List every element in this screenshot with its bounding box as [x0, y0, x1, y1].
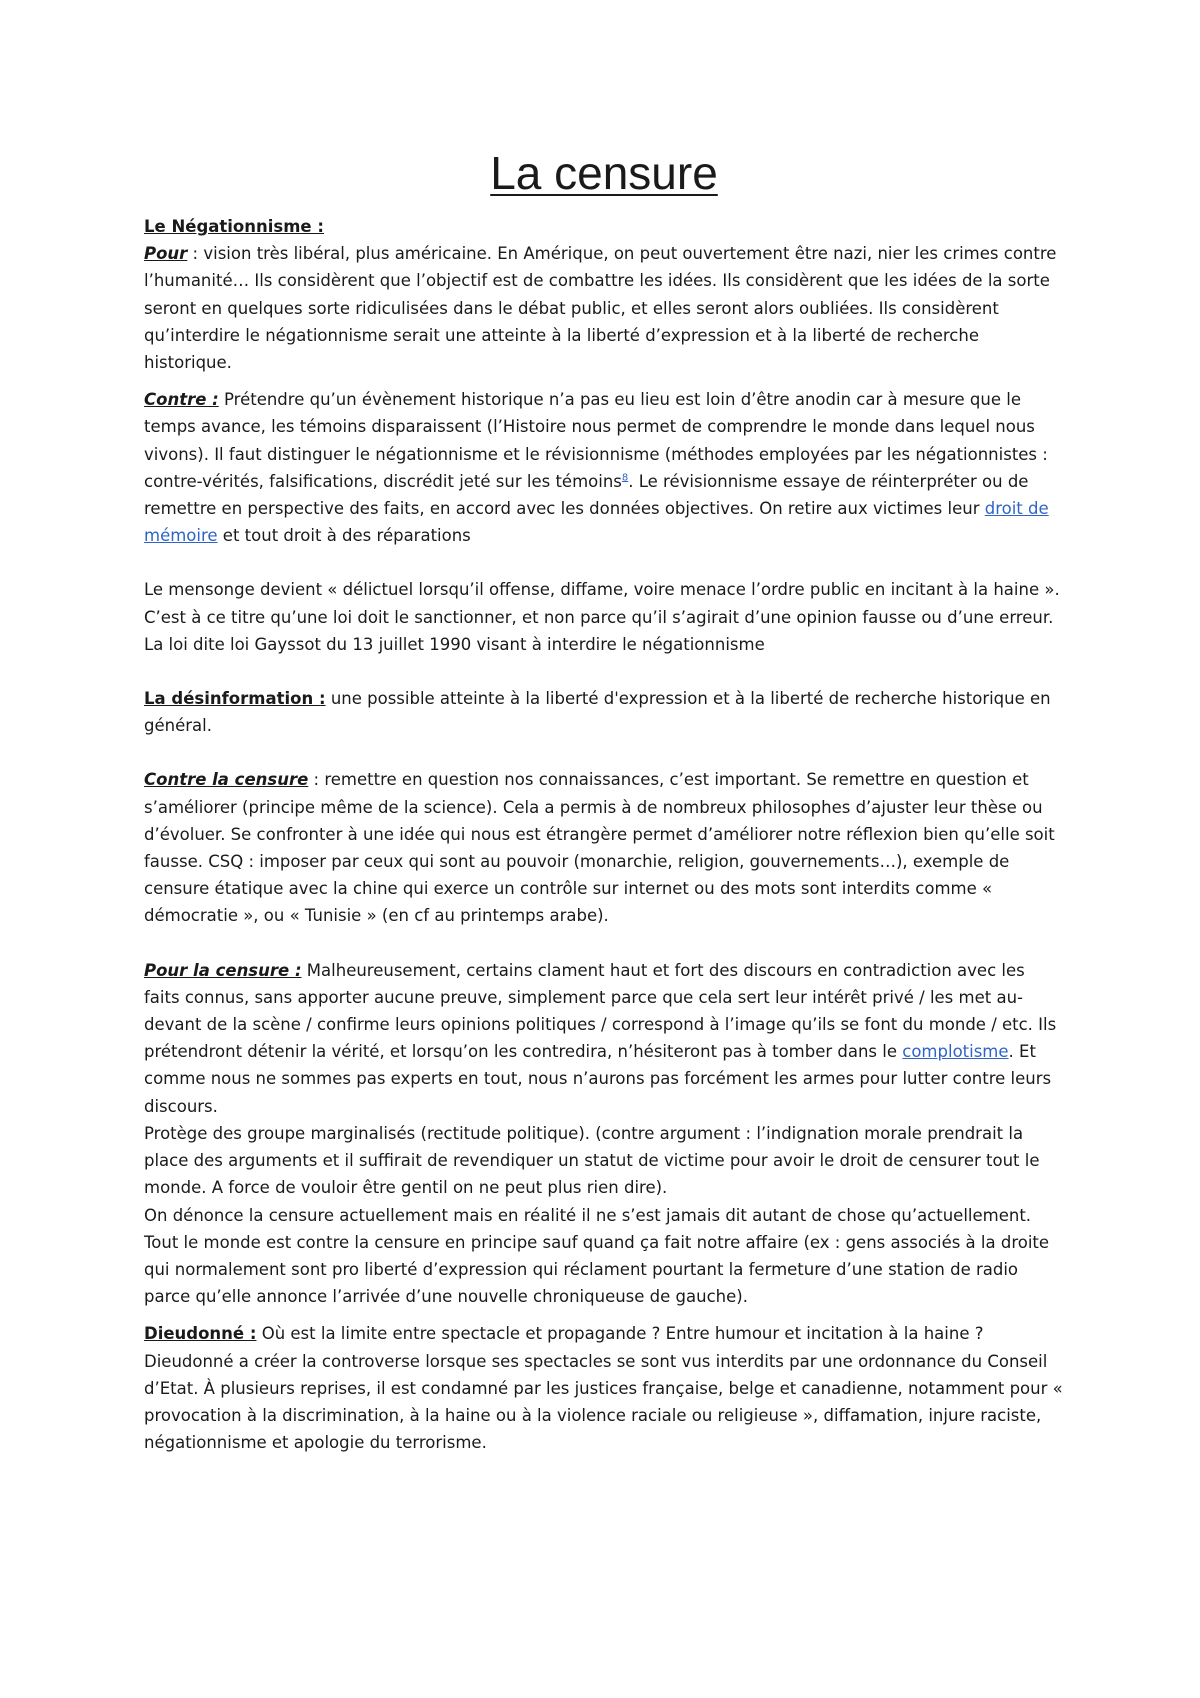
document-page — [144, 145, 1064, 1456]
contre-label: Contre : — [144, 390, 219, 410]
footnote-reference[interactable]: 8 — [621, 472, 629, 484]
section-heading: Le Négationnisme : — [144, 217, 324, 236]
marginalises-paragraph: Protège des groupe marginalisés (rectitude politique). (contre argument : l’indignation morale prendrait la place des arguments et il suffirait de revendiquer un statut de victime pour avoir le droit de censurer tout le monde. A force de vouloir être gentil on ne peut plus rien dire). — [144, 1123, 1040, 1198]
desinformation-paragraph — [144, 685, 1064, 739]
contre-censure-label: Contre la censure — [144, 770, 309, 790]
negationnisme-heading — [144, 213, 1064, 240]
contre-text-2: . Le révisionnisme essaye de réinterpréter ou de remettre en perspective des faits, en accord avec les données objectives. On retire aux victimes leur — [144, 471, 1029, 519]
negationnisme-contre-paragraph — [144, 386, 1064, 549]
negationnisme-pour-paragraph — [144, 240, 1064, 376]
complotisme-link[interactable]: complotisme — [902, 1042, 1009, 1062]
pour-censure-label: Pour la censure : — [144, 960, 302, 980]
contre-censure-paragraph — [144, 766, 1064, 929]
desinformation-label: La désinformation : — [144, 689, 326, 709]
dieudonne-text: Où est la limite entre spectacle et propagande ? Entre humour et incitation à la haine ? Dieudonné a créer la controverse lorsque ses spectacles se sont vus interdits par une ordonnance du Conseil d’Etat. À plusieurs reprises, il est condamné par les justices française, belge et canadienne, notamment pour « provocation à la discrimination, à la haine ou à la violence raciale ou religieuse », diffamation, injure raciste, négationnisme et apologie du terrorisme. — [144, 1324, 1063, 1453]
pour-label: Pour — [144, 244, 188, 264]
dieudonne-paragraph — [144, 1320, 1064, 1456]
pour-censure-text-2: . Et comme nous ne sommes pas experts en tout, nous n’aurons pas forcément les armes pour lutter contre leurs discours. — [144, 1042, 1052, 1116]
page-title: La censure — [490, 147, 718, 199]
pour-text: : vision très libéral, plus américaine. En Amérique, on peut ouvertement être nazi, nier les crimes contre l’humanité… Ils considèrent que l’objectif est de combattre les idées. Ils considèrent que les idées de la sorte seront en quelques sorte ridiculisées dans le débat public, et elles seront alors oubliées. Ils considèrent qu’interdire le négationnisme serait une atteinte à la liberté d’expression et à la liberté de recherche historique. — [144, 244, 1057, 373]
mensonge-paragraph: Le mensonge devient « délictuel lorsqu’il offense, diffame, voire menace l’ordre public en incitant à la haine ». C’est à ce titre qu’une loi doit le sanctionner, et non parce qu’il s’agirait d’une opinion fausse ou d’une erreur. La loi dite loi Gayssot du 13 juillet 1990 visant à interdire le négationnisme — [144, 580, 1060, 654]
denonce-censure-paragraph: On dénonce la censure actuellement mais en réalité il ne s’est jamais dit autant de chose qu’actuellement. Tout le monde est contre la censure en principe sauf quand ça fait notre affaire (ex : gens associés à la droite qui normalement sont pro liberté d’expression qui réclament pourtant la fermeture d’une station de radio parce qu’elle annonce l’arrivée d’une nouvelle chroniqueuse de gauche). — [144, 1205, 1050, 1307]
pour-censure-paragraph — [144, 957, 1064, 1120]
desinformation-text: une possible atteinte à la liberté d'expression et à la liberté de recherche historique en général. — [144, 689, 1051, 736]
contre-text-3: et tout droit à des réparations — [217, 526, 471, 546]
pour-censure-text-1: Malheureusement, certains clament haut et fort des discours en contradiction avec les faits connus, sans apporter aucune preuve, simplement parce que cela sert leur intérêt privé / les met au-devant de la scène / confirme leurs opinions politiques / correspond à l’image qu’ils se font du monde / etc. Ils prétendront détenir la vérité, et lorsqu’on les contredira, n’hésiteront pas à tomber dans le — [144, 960, 1057, 1062]
contre-censure-text: : remettre en question nos connaissances, c’est important. Se remettre en question et s’améliorer (principe même de la science). Cela a permis à de nombreux philosophes d’ajuster leur thèse ou d’évoluer. Se confronter à une idée qui nous est étrangère permet d’améliorer notre réflexion bien qu’elle soit fausse. CSQ : imposer par ceux qui sont au pouvoir (monarchie, religion, gouvernements…), exemple de censure étatique avec la chine qui exerce un contrôle sur internet ou des mots sont interdits comme « démocratie », ou « Tunisie » (en cf au printemps arabe). — [144, 770, 1055, 926]
contre-text-1: Prétendre qu’un évènement historique n’a pas eu lieu est loin d’être anodin car à mesure que le temps avance, les témoins disparaissent (l’Histoire nous permet de comprendre le monde dans lequel nous vivons). Il faut distinguer le négationnisme et le révisionnisme (méthodes employées par les négationnistes : contre-vérités, falsifications, discrédit jeté sur les témoins — [144, 390, 1048, 491]
dieudonne-label: Dieudonné : — [144, 1324, 257, 1344]
droit-de-memoire-link[interactable]: droit de mémoire — [144, 499, 1049, 546]
